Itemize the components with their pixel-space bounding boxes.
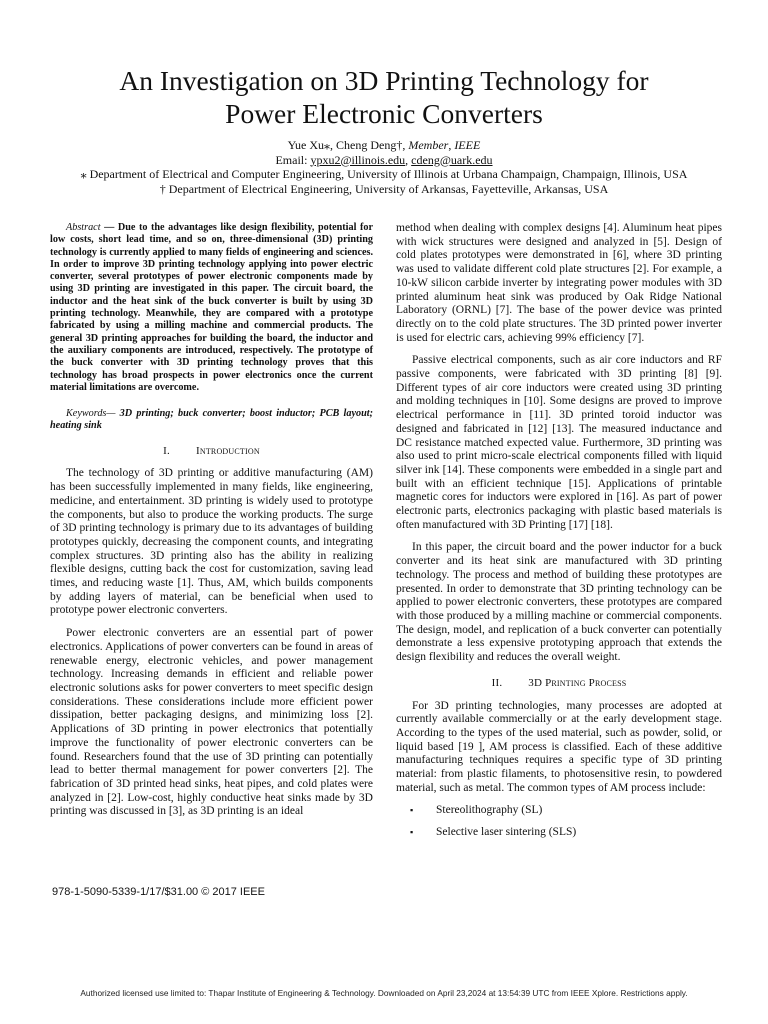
license-notice: Authorized licensed use limited to: Thapar Institute of Engineering & Technology. Downloaded on April 23,2024 at 13:54:39 UTC from IEEE Xplore. Restrictions apply. [80,988,688,998]
keywords [50,408,373,433]
author-emails: Email: ypxu2@illinois.edu, cdeng@uark.edu [275,152,493,167]
list-item: ▪ Selective laser sintering (SLS) [410,826,577,839]
keywords-label: Keywords— [66,408,116,420]
abstract-label: Abstract [66,222,101,233]
copyright-notice: 978-1-5090-5339-1/17/$31.00 © 2017 IEEE [52,886,265,898]
paper-title [0,64,768,130]
title-line-2: Power Electronic Converters [225,98,543,129]
abstract [50,222,373,394]
bullet-icon: ▪ [410,827,414,838]
affiliation-2: † Department of Electrical Engineering, University of Arkansas, Fayetteville, Arkansas, USA [159,181,609,196]
intro-paragraph-3: method when dealing with complex designs [4]. Aluminum heat pipes with wick structures were designed and analyzed in [5]. Design of cold plates prototypes were demonstrated in [6], where 3D printing was used to validate different cold plate structures [2]. For example, a 10-kW silicon carbide inverter by integrating power modules with 3D printed aluminum heat sink was produced by Oak Ridge National Laboratory (ORNL) [7]. The base of the power device was printed directly on to the cold plate structures. The 3D printed power inverter is used for electric cars, achieving 99% efficiency [7]. [396,222,722,344]
title-line-1: An Investigation on 3D Printing Technology for [119,65,649,96]
bullet-icon: ▪ [410,805,414,816]
author-names: Yue Xu⁎, Cheng Deng†, Member, IEEE [287,138,481,152]
affiliation-1: ⁎ Department of Electrical and Computer Engineering, University of Illinois at Urbana Champaign, Champaign, Illinois, USA [80,167,688,181]
right-column [396,222,722,848]
email-link-2[interactable]: cdeng@uark.edu [411,152,493,167]
member-label: Member [408,138,449,152]
intro-paragraph-2: Power electronic converters are an essential part of power electronics. Applications of power converters can be found in areas of renewable energy, electronic vehicles, and power management technology. Increasing demands in efficient and reliable power electronic solutions asks for power converters to meet specific design considerations. These considerations include more efficient power dissipation, better packaging designs, and minimizing loss [2]. Applications of 3D printing in power electronics that potentially improve the functionality of power electronic converters can be found. Researchers found that the use of 3D printing can potentially lead to better thermal management for power converters [2]. The fabrication of 3D printed head sinks, heat pipes, and cold plates were analyzed in [2]. Low-cost, highly conductive heat sinks made by 3D printing was discussed in [3], as 3D printing is an ideal [50,627,373,818]
section-1-heading: I. Introduction [163,444,260,457]
intro-paragraph-5: In this paper, the circuit board and the power inductor for a buck converter and its heat sink are manufactured with 3D printing technology. The process and method of building these prototypes are presented. In order to demonstrate that 3D printing technology can be applied to power electronic converters, these prototypes are compared with those produced by a milling machine or commercial components. The design, model, and replication of a buck converter can potentially demonstrate a less expensive prototyping approach that extends the design flexibility and reduces the overall weight. [396,541,722,664]
am-process-list [396,804,722,839]
left-column [50,222,373,828]
abstract-text: — Due to the advantages like design flexibility, potential for low costs, short lead time, and so on, three-dimensional (3D) printing technology is currently applied to many fields of engineering and sciences. In order to improve 3D printing technology applying into power electric converter, several prototypes of power electronic components made by using 3D printing are investigated in this paper. The circuit board, the inductor and the heat sink of the buck converter is built by using 3D printing technology. Meanwhile, they are compared with a prototype fabricated by using a milling machine and commercial products. The general 3D printing approaches for building the board, the inductor and the auxiliary components are introduced, respectively. The prototype of the buck converter with 3D printing technology proves that this technology has broad prospects in power electronics once the current material limitations are overcome. [50,222,373,393]
intro-paragraph-1: The technology of 3D printing or additive manufacturing (AM) has been successfully implemented in many fields, like engineering, medicine, and entertainment. 3D printing is widely used to prototype the components, but also to produce the working products. The surge of 3D printing technology is primary due to its advantages of building prototypes quickly, decreasing the component counts, and integrating complex structures. 3D printing also has the ability in realizing flexible designs, cutting back the cost for customization, saving lead times, and reducing waste [1]. Thus, AM, which builds components by adding layers of material, can be beneficial when used to prototype power electronic converters. [50,467,373,617]
email-link-1[interactable]: ypxu2@illinois.edu [310,152,406,167]
list-item: ▪ Stereolithography (SL) [410,804,543,817]
section-2-heading: II. 3D Printing Process [491,676,627,689]
process-paragraph-1: For 3D printing technologies, many processes are adopted at currently available commercially or at the early development stage. According to the types of the used material, such as powder, solid, or liquid based [19 ], AM process is classified. Each of these additive manufacturing techniques requires a specific type of 3D printing material: from plastic filaments, to photosensitive resin, to powdered material, such as metal. The common types of AM process include: [396,699,722,794]
intro-paragraph-4: Passive electrical components, such as air core inductors and RF passive components, were fabricated with 3D printing [8] [9]. Different types of air core inductors were created using 3D printing and molding techniques in [10]. Some designs are proved to improve electrical performance in [11]. 3D printed toroid inductor was designed and fabricated in [12] [13]. The measured inductance and DC resistance matched expected value. Furthermore, 3D printing was also used to print micro-scale electrical components filled with liquid silver ink [14]. These components were embedded in a single part and built with an efficient technique [15]. Applications of printable magnetic cores for inductors were explored in [16]. As part of power electronic parts, electronics packaging with plastic based materials is often manufactured with 3D Printing [17] [18]. [396,354,722,531]
ieee-label: IEEE [454,138,481,152]
author-block [0,138,768,196]
keywords-text: 3D printing; buck converter; boost inductor; PCB layout; heating sink [50,408,373,432]
